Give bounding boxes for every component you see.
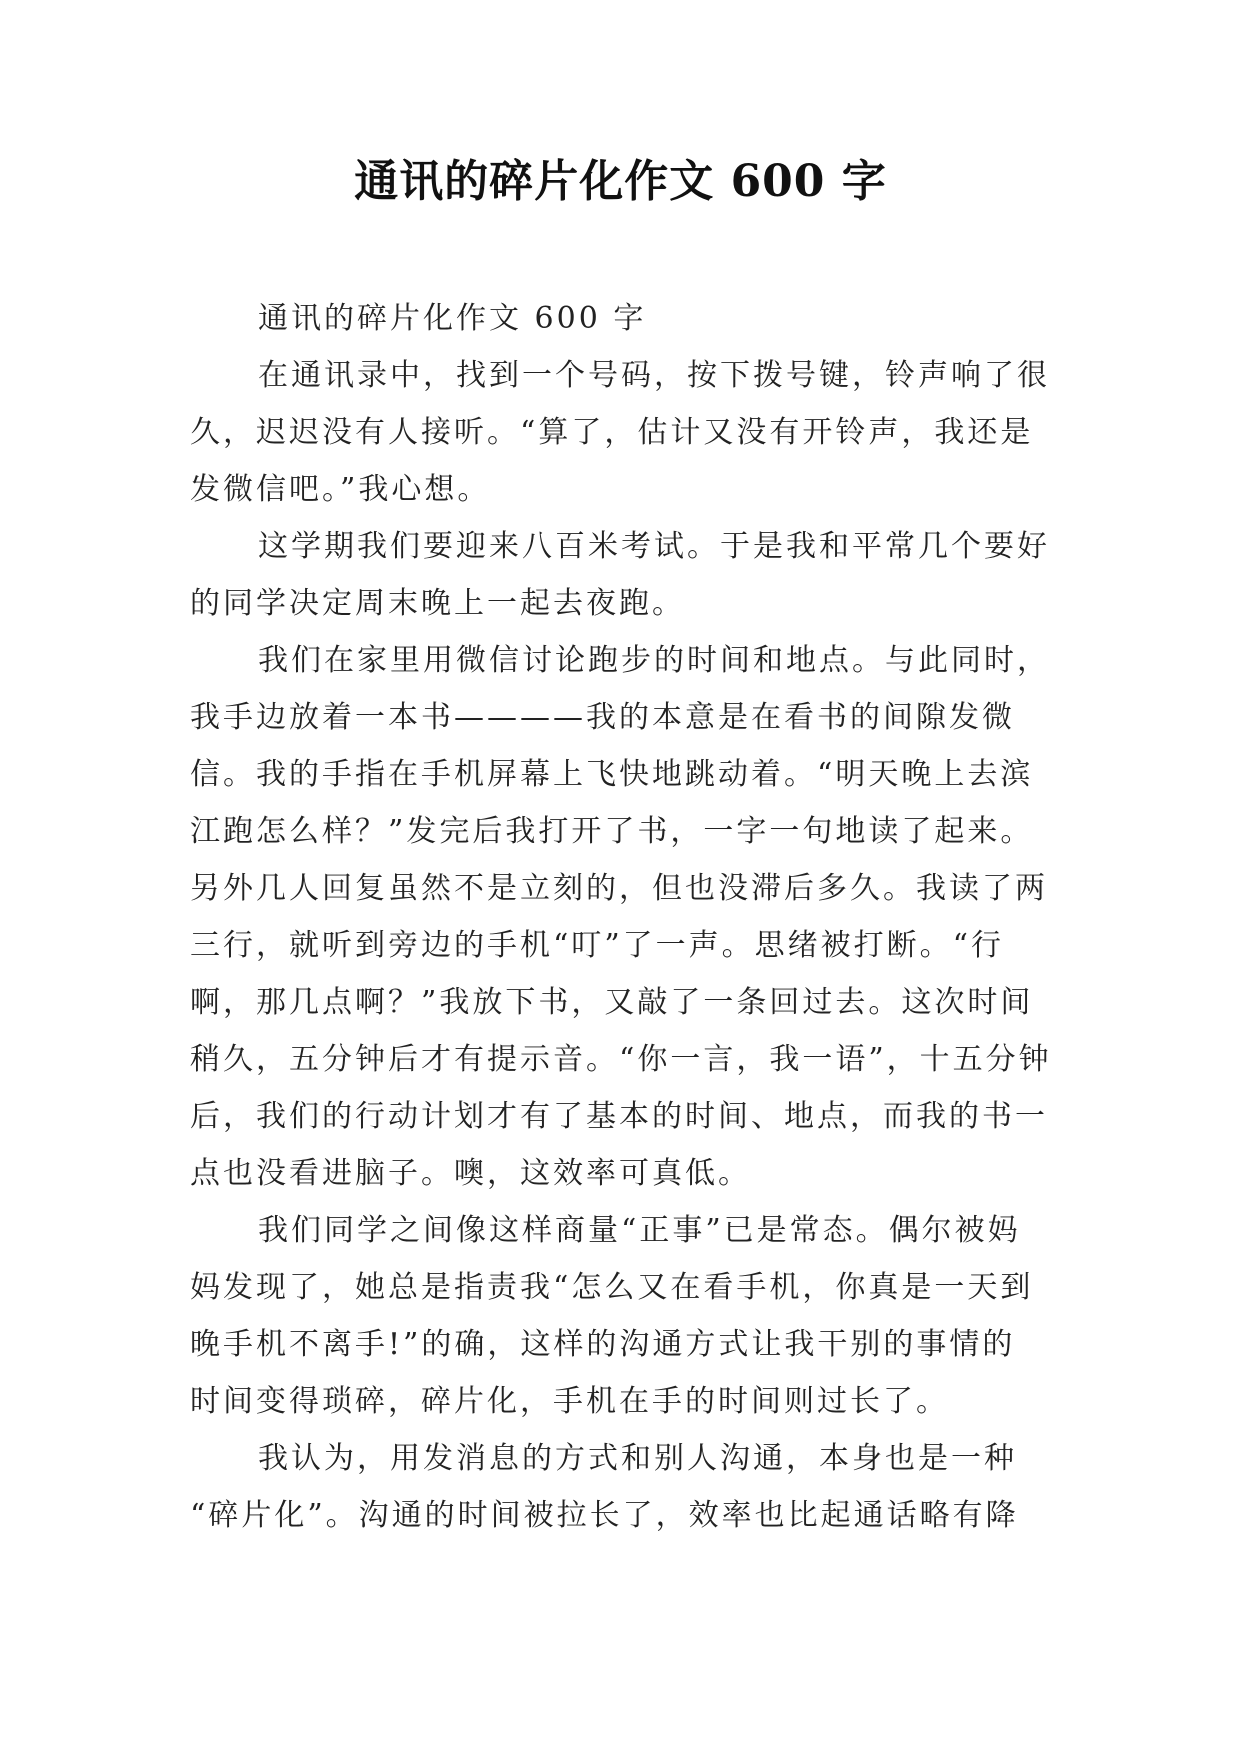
text-line: “碎片化”。沟通的时间被拉长了，效率也比起通话略有降 (190, 1498, 1019, 1533)
paragraph-heading (190, 290, 1050, 347)
text-line: 点也没看进脑子。噢，这效率可真低。 (190, 1156, 751, 1191)
text-line: 这学期我们要迎来八百米考试。于是我和平常几个要好 (258, 529, 1050, 564)
text-line: 时间变得琐碎，碎片化，手机在手的时间则过长了。 (190, 1384, 949, 1419)
text-line: 通讯的碎片化作文 600 字 (258, 301, 647, 336)
text-line: 我们在家里用微信讨论跑步的时间和地点。与此同时， (258, 643, 1050, 678)
text-line: 后，我们的行动计划才有了基本的时间、地点，而我的书一 (190, 1099, 1048, 1134)
text-line: 久，迟迟没有人接听。“算了，估计又没有开铃声，我还是 (190, 415, 1034, 450)
text-line: 晚手机不离手!”的确，这样的沟通方式让我干别的事情的 (190, 1327, 1016, 1362)
text-line: 我认为，用发消息的方式和别人沟通，本身也是一种 (258, 1441, 1017, 1476)
paragraph-5 (190, 1430, 1050, 1544)
text-line: 我手边放着一本书————我的本意是在看书的间隙发微 (190, 700, 1015, 735)
text-line: 另外几人回复虽然不是立刻的，但也没滞后多久。我读了两 (190, 871, 1048, 906)
text-line: 信。我的手指在手机屏幕上飞快地跳动着。“明天晚上去滨 (190, 757, 1034, 792)
document-body (190, 290, 1050, 1544)
paragraph-3 (190, 632, 1050, 1202)
text-line: 啊，那几点啊？”我放下书，又敲了一条回过去。这次时间 (190, 985, 1034, 1020)
text-line: 发微信吧。”我心想。 (190, 472, 491, 507)
document-title: 通讯的碎片化作文 600 字 (354, 156, 887, 207)
text-line: 妈发现了，她总是指责我“怎么又在看手机，你真是一天到 (190, 1270, 1034, 1305)
text-line: 三行，就听到旁边的手机“叮”了一声。思绪被打断。“行 (190, 928, 1005, 963)
text-line: 在通讯录中，找到一个号码，按下拨号键，铃声响了很 (258, 358, 1050, 393)
paragraph-4 (190, 1202, 1050, 1430)
text-line: 我们同学之间像这样商量“正事”已是常态。偶尔被妈 (258, 1213, 1021, 1248)
paragraph-1 (190, 347, 1050, 518)
paragraph-2 (190, 518, 1050, 632)
text-line: 江跑怎么样？”发完后我打开了书，一字一句地读了起来。 (190, 814, 1034, 849)
text-line: 的同学决定周末晚上一起去夜跑。 (190, 586, 685, 621)
text-line: 稍久，五分钟后才有提示音。“你一言，我一语”，十五分钟 (190, 1042, 1052, 1077)
